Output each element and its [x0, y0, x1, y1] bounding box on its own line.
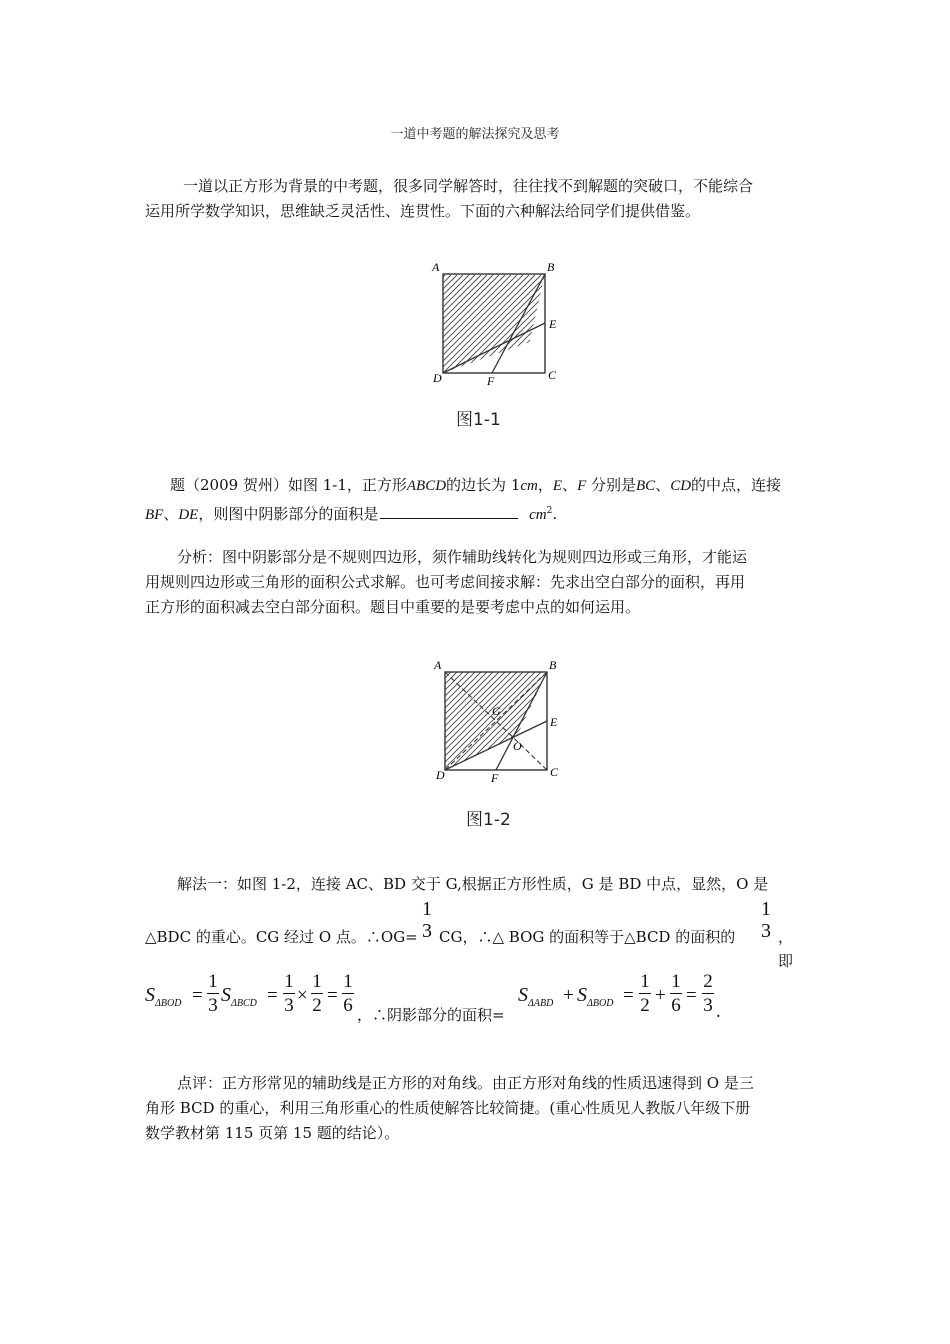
shaded-region	[425, 275, 565, 375]
figure-1-1	[425, 255, 565, 390]
solution-1-text-a: △BDC 的重心。CG 经过 O 点。∴OG=	[145, 928, 418, 946]
problem-text: 分别是	[586, 476, 637, 494]
comment-line-1: 点评：正方形常见的辅助线是正方形的对角线。由正方形对角线的性质迅速得到 O 是三	[177, 1074, 754, 1092]
problem-line-1	[145, 473, 807, 499]
problem-text: 、	[163, 505, 179, 523]
figure-1-1-diagram	[425, 255, 565, 390]
fraction-one-sixth: 1 6	[671, 971, 681, 1016]
problem-text: .	[552, 505, 558, 523]
analysis-line-1: 分析：图中阴影部分是不规则四边形，须作辅助线转化为规则四边形或三角形，才能运	[177, 548, 748, 566]
figure-1-1-caption: 图1-1	[456, 410, 501, 430]
problem-text: 、	[655, 476, 671, 494]
problem-var-de: DE	[178, 507, 199, 523]
intro-line-1: 一道以正方形为背景的中考题，很多同学解答时，往往找不到解题的突破口，不能综合	[183, 177, 754, 195]
label-e: E	[549, 317, 557, 331]
fraction-denominator: 3	[422, 920, 432, 942]
fraction-one-half: 1 2	[312, 971, 322, 1016]
label-a: A	[434, 658, 442, 672]
solution-1-text-c: ，即	[778, 928, 794, 970]
label-f: F	[487, 374, 495, 388]
comment-line-3: 数学教材第 115 页第 15 题的结论）。	[145, 1124, 400, 1142]
fraction-numerator: 1	[422, 898, 432, 920]
fraction-one-third: 1 3	[284, 971, 294, 1016]
formula-separator-text: ，∴阴影部分的面积=	[357, 1006, 505, 1024]
answer-blank	[380, 504, 518, 519]
label-b: B	[549, 658, 557, 672]
term-s-bcd: $S_{\Delta BCD}$	[221, 984, 257, 1009]
fraction-two-thirds: 2 3	[703, 971, 713, 1016]
equals-sign: =	[327, 985, 338, 1006]
area-unit-exponent: 2	[546, 506, 553, 516]
solution-1-text-b: CG，∴△ BOG 的面积等于△BCD 的面积的	[439, 928, 736, 946]
fraction-one-sixth: 1 6	[343, 971, 353, 1016]
problem-var-bf: BF	[145, 507, 164, 523]
segment-de	[443, 323, 545, 373]
problem-line-2	[145, 499, 807, 528]
problem-var-abcd: ABCD	[406, 478, 447, 494]
problem-text: ，	[537, 476, 553, 494]
problem-text: 、	[562, 476, 578, 494]
label-c: C	[548, 368, 557, 382]
problem-unit-cm: cm	[520, 478, 538, 494]
label-f: F	[491, 771, 499, 785]
problem-text: 题（2009 贺州）如图 1-1，正方形	[170, 476, 407, 494]
equals-sign: =	[192, 985, 203, 1006]
fraction-one-third	[421, 898, 433, 942]
term-s-bod: $S_{\Delta BOD}$	[145, 984, 182, 1009]
problem-var-cd: CD	[670, 478, 692, 494]
comment-paragraph	[145, 1071, 807, 1146]
area-unit: cm	[529, 507, 547, 523]
figure-1-2-diagram	[425, 655, 570, 790]
fraction-numerator: 1	[761, 898, 771, 920]
fraction-one-third	[760, 898, 772, 942]
solution-1-line-1: 解法一：如图 1-2，连接 AC、BD 交于 G,根据正方形性质，G 是 BD 中点，显然，O 是	[177, 875, 769, 893]
problem-var-f: F	[577, 478, 587, 494]
comment-line-2: 角形 BCD 的重心，利用三角形重心的性质使解答比较简捷。(重心性质见人教版八年级下册	[145, 1099, 751, 1117]
area-formula	[145, 972, 845, 1032]
solution-1-line-2	[145, 898, 807, 970]
plus-sign: +	[563, 985, 574, 1006]
page-title: 一道中考题的解法探究及思考	[390, 127, 560, 142]
segment-bf	[492, 274, 545, 373]
label-c: C	[550, 765, 559, 779]
equals-sign: =	[686, 985, 697, 1006]
analysis-line-3: 正方形的面积减去空白部分面积。题目中重要的是要考虑中点的如何运用。	[145, 598, 641, 616]
label-o: O	[513, 739, 522, 753]
label-d: D	[433, 371, 442, 385]
times-sign: ×	[297, 985, 308, 1006]
label-e: E	[550, 715, 558, 729]
problem-var-bc: BC	[636, 478, 656, 494]
analysis-paragraph	[145, 545, 807, 620]
solution-1-paragraph	[145, 872, 807, 897]
figure-1-2-caption: 图1-2	[466, 810, 511, 830]
equals-sign: =	[267, 985, 278, 1006]
problem-text: 的边长为 1	[446, 476, 521, 494]
term-s-bod: $S_{\Delta BOD}$	[577, 984, 614, 1009]
problem-text: 的中点，连接	[691, 476, 782, 494]
problem-var-e: E	[552, 478, 563, 494]
formula-end: .	[716, 1001, 721, 1022]
fraction-one-third: 1 3	[208, 971, 218, 1016]
equals-sign: =	[623, 985, 634, 1006]
plus-sign: +	[655, 985, 666, 1006]
fraction-denominator: 3	[761, 920, 771, 942]
fraction-one-half: 1 2	[640, 971, 650, 1016]
label-a: A	[432, 260, 440, 274]
label-g: G	[492, 704, 501, 718]
term-s-abd: $S_{\Delta ABD}$	[518, 984, 554, 1009]
problem-text: ，则图中阴影部分的面积是	[198, 505, 379, 523]
label-d: D	[436, 768, 445, 782]
label-b: B	[547, 260, 555, 274]
intro-line-2: 运用所学数学知识，思维缺乏灵活性、连贯性。下面的六种解法给同学们提供借鉴。	[145, 202, 701, 220]
figure-1-2	[425, 655, 570, 790]
problem-paragraph	[145, 473, 807, 528]
analysis-line-2: 用规则四边形或三角形的面积公式求解。也可考虑间接求解：先求出空白部分的面积，再用	[145, 573, 746, 591]
intro-paragraph	[145, 174, 807, 224]
